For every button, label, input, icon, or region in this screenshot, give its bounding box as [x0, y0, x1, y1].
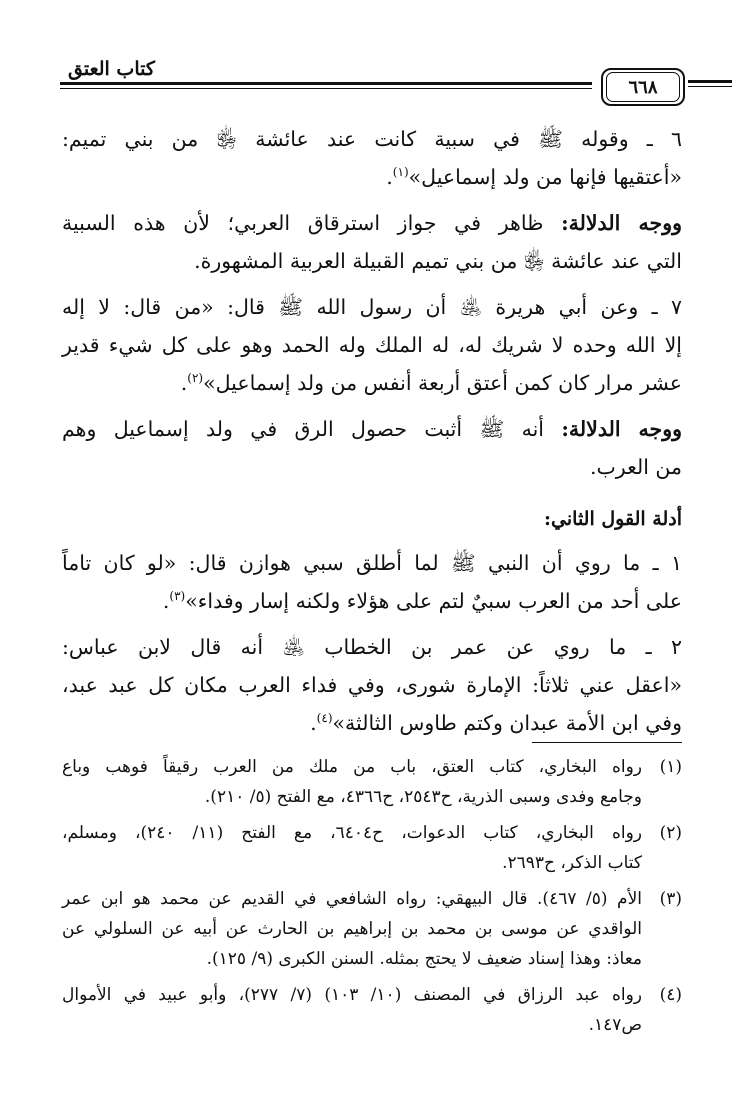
text-line: من العرب. [589, 455, 682, 479]
text-line: ووجه الدلالة: أنه ﷺ أثبت حصول الرق في ولد إسماعيل وهم [62, 417, 682, 441]
text-line: ١ ـ ما روي أن النبي ﷺ لما أطلق سبي هوازن قال: «لو كان تاماً [62, 551, 682, 575]
section-heading: أدلة القول الثاني: [544, 508, 682, 530]
footnote-line: وجامع وفدى وسبى الذرية، ح٢٥٤٣، ح٤٣٦٦، مع الفتح (٥/ ٢١٠). [204, 787, 642, 807]
paragraph-7 [62, 288, 682, 402]
footnote-2 [62, 818, 682, 878]
footnote-line: رواه البخاري، كتاب الدعوات، ح٦٤٠٤، مع الفتح (١١/ ٢٤٠)، ومسلم، [62, 823, 643, 843]
text-line: التي عند عائشة ﵂ من بني تميم القبيلة العربية المشهورة. [194, 249, 682, 273]
paragraph-evidence-1 [62, 204, 682, 280]
footnote-number: (٢) [659, 823, 682, 843]
footnote-3 [62, 884, 682, 974]
footnote-number: (١) [659, 757, 682, 777]
paragraph-second-2 [62, 628, 682, 742]
text-line: ٦ ـ وقوله ﷺ في سبية كانت عند عائشة ﵂ من بني تميم: [62, 127, 682, 151]
header-rule-thick [60, 82, 592, 85]
footnote-number: (٤) [659, 985, 682, 1005]
evidence-label: ووجه الدلالة: [561, 211, 682, 235]
footnote-line: ص١٤٧. [588, 1015, 642, 1035]
page-header [60, 52, 685, 102]
footnote-line: الواقدي عن موسى بن محمد بن إبراهيم بن الحارث عن أبيه عن السلولي عن [62, 919, 642, 939]
footnote-line: رواه عبد الرزاق في المصنف (١٠/ ١٠٣) (٧/ ٢٧٧)، وأبو عبيد في الأموال [62, 985, 642, 1005]
text-line: وفي ابن الأمة عبدان وكتم طاوس الثالثة»$^{(٤)}$. [310, 711, 682, 735]
text-line: «اعقل عني ثلاثاً: الإمارة شورى، وفي فداء العرب مكان كل عبد عبد، [62, 673, 682, 697]
text-line: ووجه الدلالة: ظاهر في جواز استرقاق العربي؛ لأن هذه السبية [62, 211, 682, 235]
header-rule-thin [60, 88, 592, 89]
footnote-number: (٣) [659, 889, 682, 909]
text-line: إلا الله وحده لا شريك له، له الملك وله الحمد وهو على كل شيء قدير [62, 333, 682, 357]
footnote-ref[interactable]: (١) [392, 165, 409, 180]
footnote-ref[interactable]: (٤) [316, 711, 333, 726]
header-rule-right [688, 72, 732, 87]
footnote-separator [532, 742, 682, 743]
paragraph-second-1 [62, 544, 682, 620]
footnote-line: كتاب الذكر، ح٢٦٩٣. [502, 853, 642, 873]
text-line: ٢ ـ ما روي عن عمر بن الخطاب ﵁ أنه قال لابن عباس: [62, 635, 682, 659]
footnote-ref[interactable]: (٣) [169, 589, 186, 604]
page-number: ٦٦٨ [606, 72, 680, 102]
footnotes [62, 752, 682, 1046]
evidence-label: ووجه الدلالة: [561, 417, 682, 441]
text-line: على أحد من العرب سبيٌ لتم على هؤلاء ولكنه إسار وفداء»$^{(٣)}$. [162, 589, 682, 613]
page-number-frame [601, 68, 685, 106]
footnote-line: الأم (٥/ ٤٦٧). قال البيهقي: رواه الشافعي في القديم عن محمد هو ابن عمر [62, 889, 642, 909]
footnote-1 [62, 752, 682, 812]
text-line: ٧ ـ وعن أبي هريرة ﵁ أن رسول الله ﷺ قال: «من قال: لا إله [62, 295, 682, 319]
paragraph-evidence-2 [62, 410, 682, 486]
footnote-ref[interactable]: (٢) [187, 371, 204, 386]
footnote-line: معاذ: وهذا إسناد ضعيف لا يحتج بمثله. السنن الكبرى (٩/ ١٢٥). [206, 949, 642, 969]
footnote-line: رواه البخاري، كتاب العتق، باب من ملك من العرب رقيقاً فوهب وباع [62, 757, 642, 777]
main-text [62, 120, 682, 750]
footnote-4 [62, 980, 682, 1040]
book-title: كتاب العتق [60, 58, 155, 80]
paragraph-6 [62, 120, 682, 196]
text-line: عشر مرار كان كمن أعتق أربعة أنفس من ولد إسماعيل»$^{(٢)}$. [180, 371, 682, 395]
text-line: «أعتقيها فإنها من ولد إسماعيل»$^{(١)}$. [386, 165, 682, 189]
